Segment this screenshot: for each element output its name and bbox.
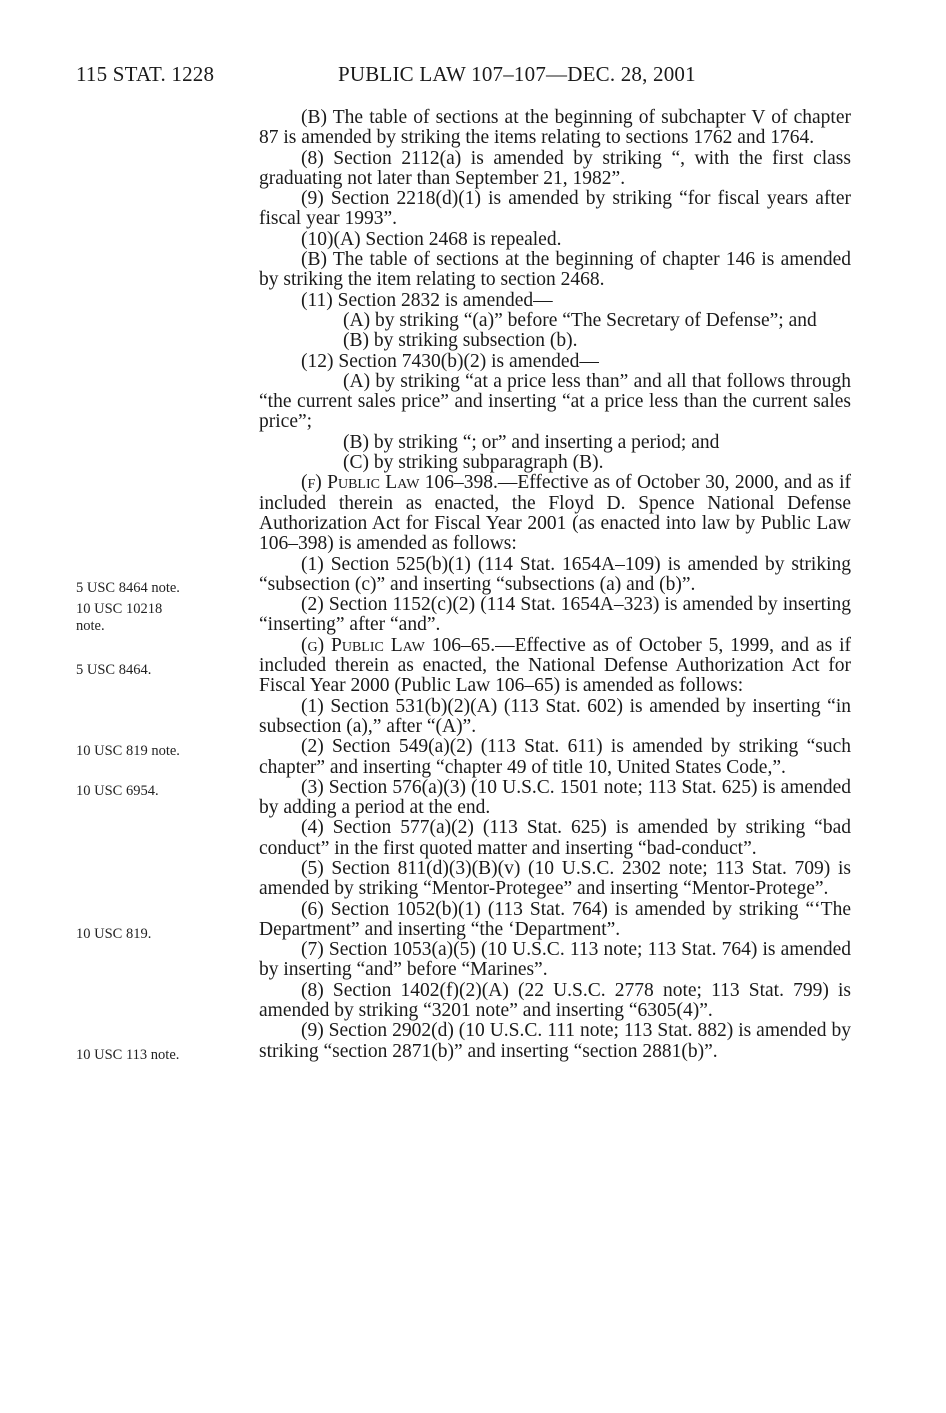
paragraph: (1) Section 525(b)(1) (114 Stat. 1654A–109) is amended by striking “subsection (c)” and inserting “subsections (a) and (b)”.	[259, 553, 851, 595]
paragraph: (6) Section 1052(b)(1) (113 Stat. 764) is amended by striking “‘The Department” and inserting “the ‘Department”.	[259, 898, 851, 940]
paragraph: (11) Section 2832 is amended—	[301, 289, 553, 311]
paragraph: (A) by striking “(a)” before “The Secretary of Defense”; and	[343, 309, 817, 331]
paragraph: (B) The table of sections at the beginning of subchapter V of chapter 87 is amended by striking the items relating to sections 1762 and 1764.	[259, 107, 851, 149]
subsection-f	[259, 473, 851, 554]
paragraph: (12) Section 7430(b)(2) is amended—	[301, 350, 599, 372]
margin-note: 10 USC 10218 note.	[76, 601, 163, 634]
paragraph: (B) by striking subsection (b).	[343, 330, 578, 352]
paragraph: (3) Section 576(a)(3) (10 U.S.C. 1501 note; 113 Stat. 625) is amended by adding a period at the end.	[259, 776, 851, 819]
paragraph: (8) Section 2112(a) is amended by striking “, with the first class graduating not later than September 21, 1982”.	[259, 147, 851, 189]
subsection-g	[259, 636, 851, 697]
paragraph: (7) Section 1053(a)(5) (10 U.S.C. 113 note; 113 Stat. 764) is amended by inserting “and” before “Marines”.	[259, 939, 851, 981]
statute-text	[259, 108, 851, 1062]
paragraph: (9) Section 2218(d)(1) is amended by striking “for fiscal years after fiscal year 1993”.	[259, 188, 851, 230]
subsection-heading: (g) Public Law 106–65.	[301, 634, 496, 656]
margin-note: 10 USC 819 note.	[76, 743, 180, 759]
paragraph: (9) Section 2902(d) (10 U.S.C. 111 note; 113 Stat. 882) is amended by striking “section 2871(b)” and inserting “section 2881(b)”.	[259, 1020, 851, 1062]
paragraph: (4) Section 577(a)(2) (113 Stat. 625) is amended by striking “bad conduct” in the first quoted matter and inserting “bad-conduct”.	[259, 817, 851, 859]
paragraph: (5) Section 811(d)(3)(B)(v) (10 U.S.C. 2302 note; 113 Stat. 709) is amended by striking “Mentor-Protegee” and inserting “Mentor-Protege”.	[259, 857, 851, 900]
paragraph: (A) by striking “at a price less than” and all that follows through “the current sales price” and inserting “at a price less than the current sales price”;	[259, 370, 851, 433]
subsection-text: —Effective as of October 30, 2000, and as if included therein as enacted, the Floyd D. Spence National Defense Authorization Act for Fiscal Year 2001 (as enacted into law by Public Law 106–398) is amended as follows:	[259, 472, 852, 555]
paragraph: (2) Section 1152(c)(2) (114 Stat. 1654A–323) is amended by inserting “inserting” after “and”.	[259, 594, 851, 636]
subsection-text: —Effective as of October 5, 1999, and as if included therein as enacted, the National Defense Authorization Act for Fiscal Year 2000 (Public Law 106–65) is amended as follows:	[259, 634, 851, 697]
paragraph: (B) The table of sections at the beginning of chapter 146 is amended by striking the item relating to section 2468.	[259, 249, 851, 291]
paragraph: (2) Section 549(a)(2) (113 Stat. 611) is amended by striking “such chapter” and inserting “chapter 49 of title 10, United States Code,”.	[259, 736, 851, 778]
paragraph: (B) by striking “; or” and inserting a period; and	[343, 431, 720, 453]
paragraph: (8) Section 1402(f)(2)(A) (22 U.S.C. 2778 note; 113 Stat. 799) is amended by striking “3201 note” and inserting “6305(4)”.	[259, 979, 851, 1022]
margin-note: 5 USC 8464 note.	[76, 580, 180, 596]
paragraph: (C) by striking subparagraph (B).	[343, 452, 604, 474]
margin-note: 5 USC 8464.	[76, 662, 152, 678]
paragraph: (10)(A) Section 2468 is repealed.	[301, 228, 562, 250]
paragraph: (1) Section 531(b)(2)(A) (113 Stat. 602) is amended by inserting “in subsection (a),” after “(A)”.	[259, 695, 851, 737]
margin-note: 10 USC 113 note.	[76, 1047, 180, 1063]
margin-note: 10 USC 6954.	[76, 783, 159, 799]
stat-page-reference: 115 STAT. 1228	[76, 62, 215, 86]
public-law-reference: PUBLIC LAW 107–107—DEC. 28, 2001	[338, 62, 696, 86]
margin-note: 10 USC 819.	[76, 926, 152, 942]
subsection-heading: (f) Public Law 106–398.	[301, 472, 498, 494]
